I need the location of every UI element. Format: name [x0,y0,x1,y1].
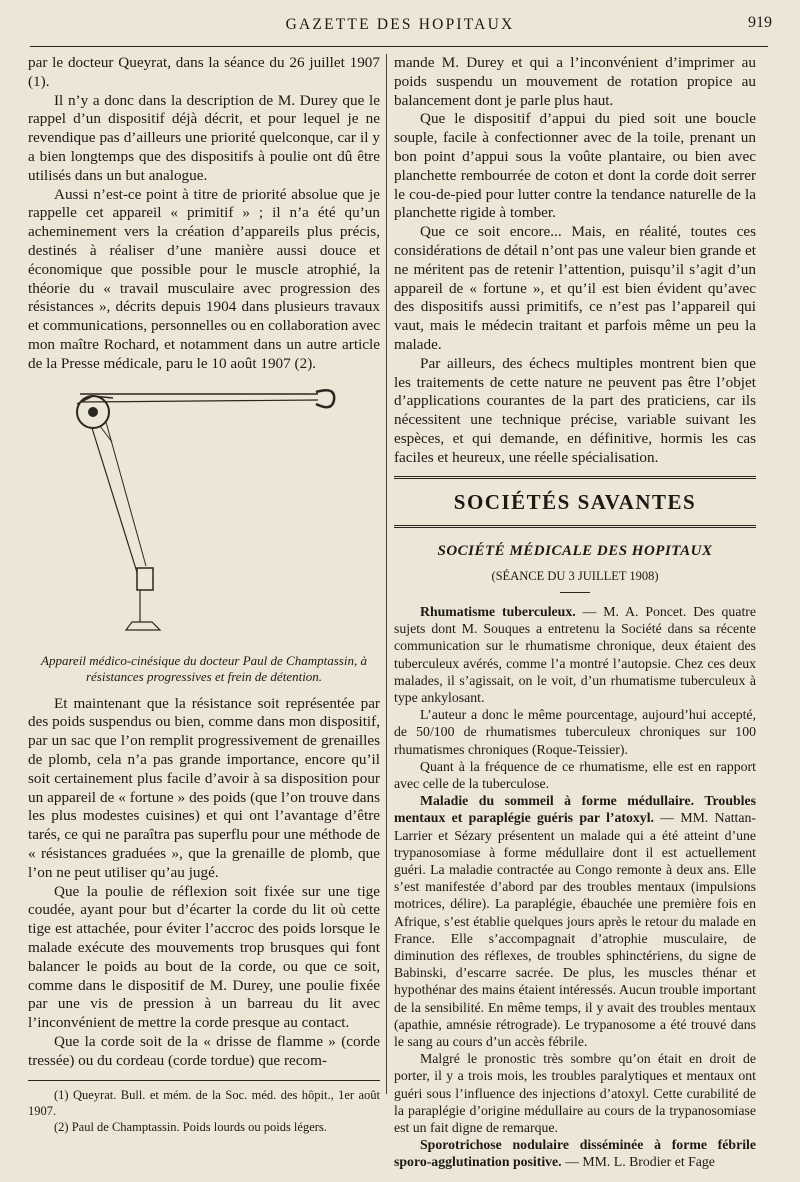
footnote: (2) Paul de Champtassin. Poids lourds ou poids légers. [54,1120,327,1135]
footnote-rule [28,1080,380,1081]
paragraph: Par ailleurs, des échecs multiples montrent bien que les traitements de cette nature ne peuvent pas être l’objet d’applications courantes de la part des praticiens, car ils nécessitent une technique précise, variable suivant les espèces, et qui demande, en définitive, hormis les cas faciles et heureux, une réelle spécialisation. [394,354,756,466]
short-rule [560,592,590,593]
journal-title: GAZETTE DES HOPITAUX [285,16,515,33]
paragraph: par le docteur Queyrat, dans la séance du 26 juillet 1907 (1). [28,54,380,90]
paragraph: Que la poulie de réflexion soit fixée sur une tige coudée, ayant pour but d’écarter la corde du lit où cette tige est attachée, pour éviter l’accroc des poids lorsque le malade exécute des mouvements trop brusques qui font balancer le poids au bout de la corde, ou que ce soit, comme dans le dispositif de M. Durey, une poulie fixée par une vis de pression à un barreau du lit avec l’inconvénient de mettre la corde presque au contact. [28,882,380,1032]
proceedings [394,603,756,1171]
paragraph: Que le dispositif d’appui du pied soit une boucle souple, facile à confectionner avec de la toile, prenant un bon point d’appui sous la voûte plantaire, ou bien avec planchette rembourrée de coton et dont la corde doit serrer le cou-de-pied pour lutter contre la tendance naturelle de la planchette rigide à tomber. [394,110,756,222]
proceeding-item: Maladie du sommeil à forme médullaire. Troubles mentaux et paraplégie guéris par l’atoxyl. — MM. Nattan-Larrier et Sézary présentent un malade qui a été atteint d’une trypanosomiase à forme médullaire dont il est actuellement guéri. La maladie contractée au Congo remonte à deux ans. Elle s’est manifestée d’abord par des troubles mentaux (impulsions motrices, délire). La paraplégie, ébauchée une première fois en Afrique, s’est établie quelques jours après le retour du malade en France. Elle s’accompagnait d’atrophie musculaire, de diminution des réflexes, de troubles sphinctériens, du signe de Babinski, d’escarre sacrée. De plus, les muscles thénar et hypothénar des mains étaient intéressés. Aucun trouble important de la sensibilité. En même temps, il y avait des troubles mentaux (apathie, amnésie rétrograde). Le trypanosome a été trouvé dans le sang au cours d’un accès fébrile. [394,793,757,1049]
paragraph: Il n’y a donc dans la description de M. Durey que le rappel d’un dispositif déjà décrit, et pour lequel je ne revendique pas d’ailleurs une priorité quelconque, car il y a bien longtemps que des dispositifs à poulie ont dû être utilisés dans un but analogue. [28,91,380,184]
proceeding-item: Sporotrichose nodulaire disséminée à forme fébrile sporo-agglutination positive. — MM. L. Brodier et Fage [394,1137,756,1170]
proceeding-item: Rhumatisme tuberculeux. — M. A. Poncet. Des quatre sujets dont M. Souques a entretenu la Société dans sa récente communication sur le rhumatisme chronique, deux étaient des tuberculeux avérés, comme l’a montré l’autopsie. Chez ces deux malades, il s’agissait, on le voit, d’un rhumatisme tuberculeux à type ankylosant. [394,603,756,705]
right-column [394,54,756,1171]
page-number: 919 [748,14,772,31]
paragraph: Aussi n’est-ce point à titre de priorité absolue que je rappelle cet appareil « primitif » ; il n’a été qu’un acheminement vers la création d’appareils plus précis, destinés à réaliser d’une manière aussi douce et économique que possible pour le muscle atrophié, la théorie du « travail musculaire avec progression des résistances », décrits depuis 1904 dans plusieurs travaux et communications, personnelles ou en collaboration avec mon maître Rochard, et notamment dans un autre article de la Presse médicale, paru le 10 août 1907 (2). [28,185,380,372]
footnote: (1) Queyrat. Bull. et mém. de la Soc. méd. des hôpit., 1er août 1907. [28,1088,380,1119]
society-title: SOCIÉTÉ MÉDICALE DES HOPITAUX [437,543,713,560]
column-divider [386,54,387,1094]
paragraph: mande M. Durey et qui a l’inconvénient d’imprimer au poids suspendu un mouvement de rotation propice au balancement dont je parle plus haut. [394,54,756,109]
section-title: SOCIÉTÉS SAVANTES [453,489,697,514]
apparatus-illustration [28,382,380,647]
figure-caption: Appareil médico-cinésique du docteur Paul de Champtassin, à résistances progressives et frein de détention. [41,652,367,684]
page-header [0,14,800,38]
apparatus-figure [28,382,380,647]
paragraph: Que la corde soit de la « drisse de flamme » (corde tressée) ou du cordeau (corde tordue) que recom- [28,1032,380,1069]
seance-date: (SÉANCE DU 3 JUILLET 1908) [491,569,659,584]
proceeding-item: L’auteur a donc le même pourcentage, aujourd’hui accepté, de 50/100 de rhumatismes tuberculeux chroniques sur 100 rhumatismes chroniques (Roque-Teissier). [394,707,756,757]
paragraph: Que ce soit encore... Mais, en réalité, toutes ces considérations de détail n’ont pas une valeur bien grande et ne méritent pas de retenir l’attention, puisqu’il s’agit d’un appareil de « fortune », et qu’il est bien évident qu’avec des dispositifs aussi primitifs, ce n’est pas l’appareil qui vaut, mais le médecin traitant et parfois même un peu la malade. [394,223,756,353]
left-column [28,54,380,1135]
proceeding-item: Quant à la fréquence de ce rhumatisme, elle est en rapport avec celle de la tuberculose. [394,758,756,791]
header-rule [30,46,768,47]
section-rule-top [394,476,756,479]
proceeding-item: Malgré le pronostic très sombre qu’on était en droit de porter, il y a trois mois, les troubles paralytiques et mentaux ont guéri sous l’influence des injections d’atoxyl. Cette curabilité de la paraplégie d’origine médullaire au cours de la trypanosomiase est un fait digne de remarque. [394,1051,756,1136]
paragraph: Et maintenant que la résistance soit représentée par des poids suspendus ou bien, comme dans mon dispositif, par un sac que l’on remplit progressivement de grenailles de plomb, cela n’a pas grande importance, encore qu’il soit certainement plus facile d’avoir à sa disposition pour un appareil de « fortune » des poids (que l’on trouve dans les plus modestes cuisines) et qui ont l’avantage d’être tarés, ce qui ne paraîtra pas superflu pour une méthode de « résistances graduées », que la grenaille de plomb, que l’on ne peut utiliser qu’au jugé. [28,694,380,881]
section-rule-bottom [394,525,756,528]
